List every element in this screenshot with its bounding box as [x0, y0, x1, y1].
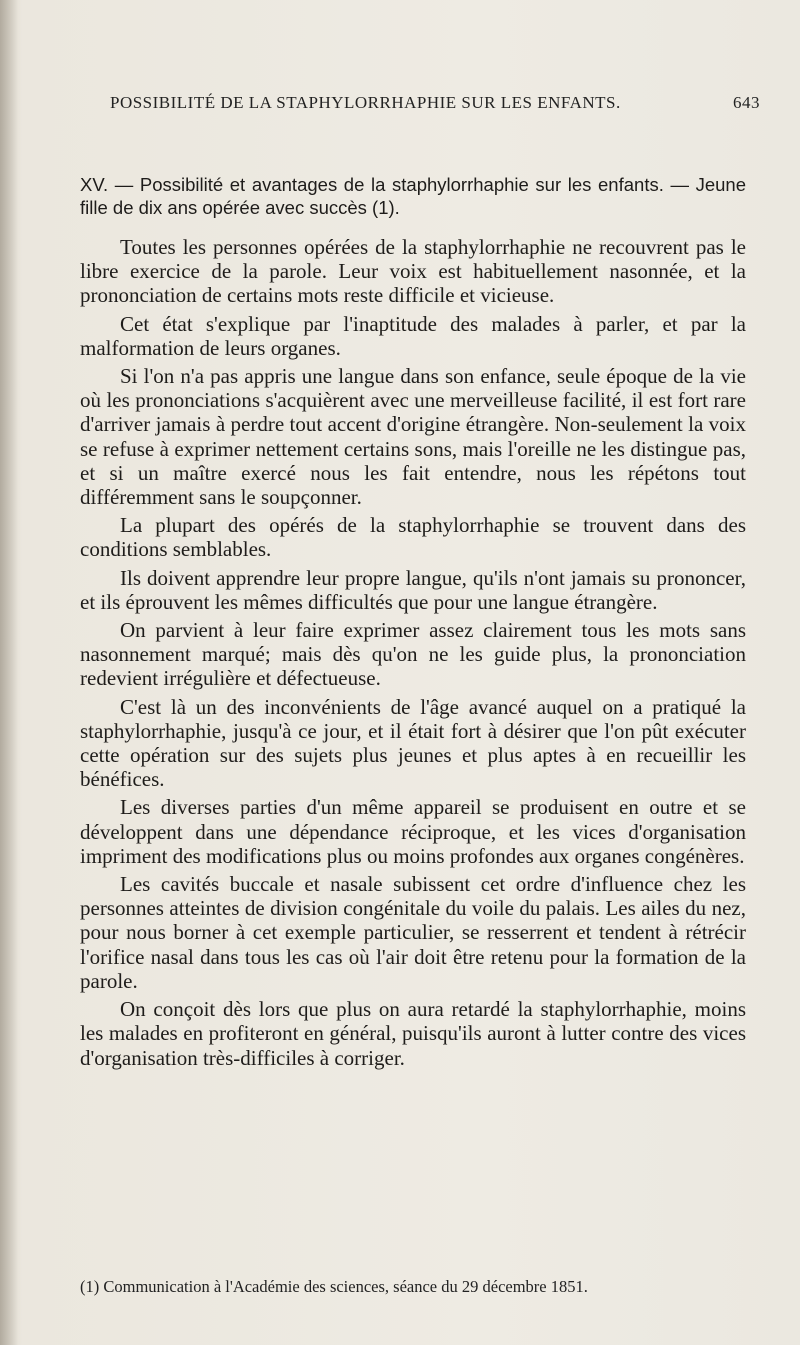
section-heading: XV. — Possibilité et avantages de la staphylorrhaphie sur les enfants. — Jeune fille de dix ans opérée avec succès (1). [80, 174, 746, 218]
paragraph: Cet état s'explique par l'inaptitude des malades à parler, et par la malformation de leurs organes. [80, 311, 746, 360]
paragraph: Toutes les personnes opérées de la staphylorrhaphie ne recouvrent pas le libre exercice de la parole. Leur voix est habituellement nasonnée, et la prononciation de certains mots reste difficile et vicieuse. [80, 235, 746, 308]
paragraph: Les cavités buccale et nasale subissent cet ordre d'influence chez les personnes atteintes de division congénitale du voile du palais. Les ailes du nez, pour nous borner à cet exemple particulier, se resserrent et tendent à rétrécir l'orifice nasal dans tous les cas où l'air doit être retenu pour la formation de la parole. [80, 872, 746, 993]
paragraph: On conçoit dès lors que plus on aura retardé la staphylorrhaphie, moins les malades en profiteront en général, puisqu'ils auront à lutter contre des vices d'organisation très-difficiles à corriger. [80, 997, 746, 1070]
paragraph: C'est là un des inconvénients de l'âge avancé auquel on a pratiqué la staphylorrhaphie, jusqu'à ce jour, et il était fort à désirer que l'on pût exécuter cette opération sur des sujets plus jeunes et plus aptes à en recueillir les bénéfices. [80, 694, 746, 792]
text-block [66, 100, 756, 1074]
paragraph: On parvient à leur faire exprimer assez clairement tous les mots sans nasonnement marqué; mais dès qu'on ne les guide plus, la prononciation redevient irrégulière et défectueuse. [80, 618, 746, 691]
page-number: 643 [733, 93, 760, 112]
paragraph: Les diverses parties d'un même appareil se produisent en outre et se développent dans une dépendance réciproque, et les vices d'organisation impriment des modifications plus ou moins profondes aux organes congénères. [80, 795, 746, 868]
paragraph: La plupart des opérés de la staphylorrhaphie se trouvent dans des conditions semblables. [80, 513, 746, 562]
footnote: (1) Communication à l'Académie des sciences, séance du 29 décembre 1851. [80, 1277, 588, 1296]
paragraph: Ils doivent apprendre leur propre langue, qu'ils n'ont jamais su prononcer, et ils éprouvent les mêmes difficultés que pour une langue étrangère. [80, 565, 746, 614]
body-text [66, 235, 756, 1070]
binding-gutter-shadow [0, 0, 18, 1345]
running-head-title: POSSIBILITÉ DE LA STAPHYLORRHAPHIE SUR LES ENFANTS. [110, 93, 621, 112]
paragraph: Si l'on n'a pas appris une langue dans son enfance, seule époque de la vie où les prononciations s'acquièrent avec une merveilleuse facilité, il est fort rare d'arriver jamais à perdre tout accent d'origine étrangère. Non-seulement la voix se refuse à exprimer nettement certains sons, mais l'oreille ne les distingue pas, et si un maître exercé nous les fait entendre, nous les répétons tout différemment sans le soupçonner. [80, 364, 746, 510]
